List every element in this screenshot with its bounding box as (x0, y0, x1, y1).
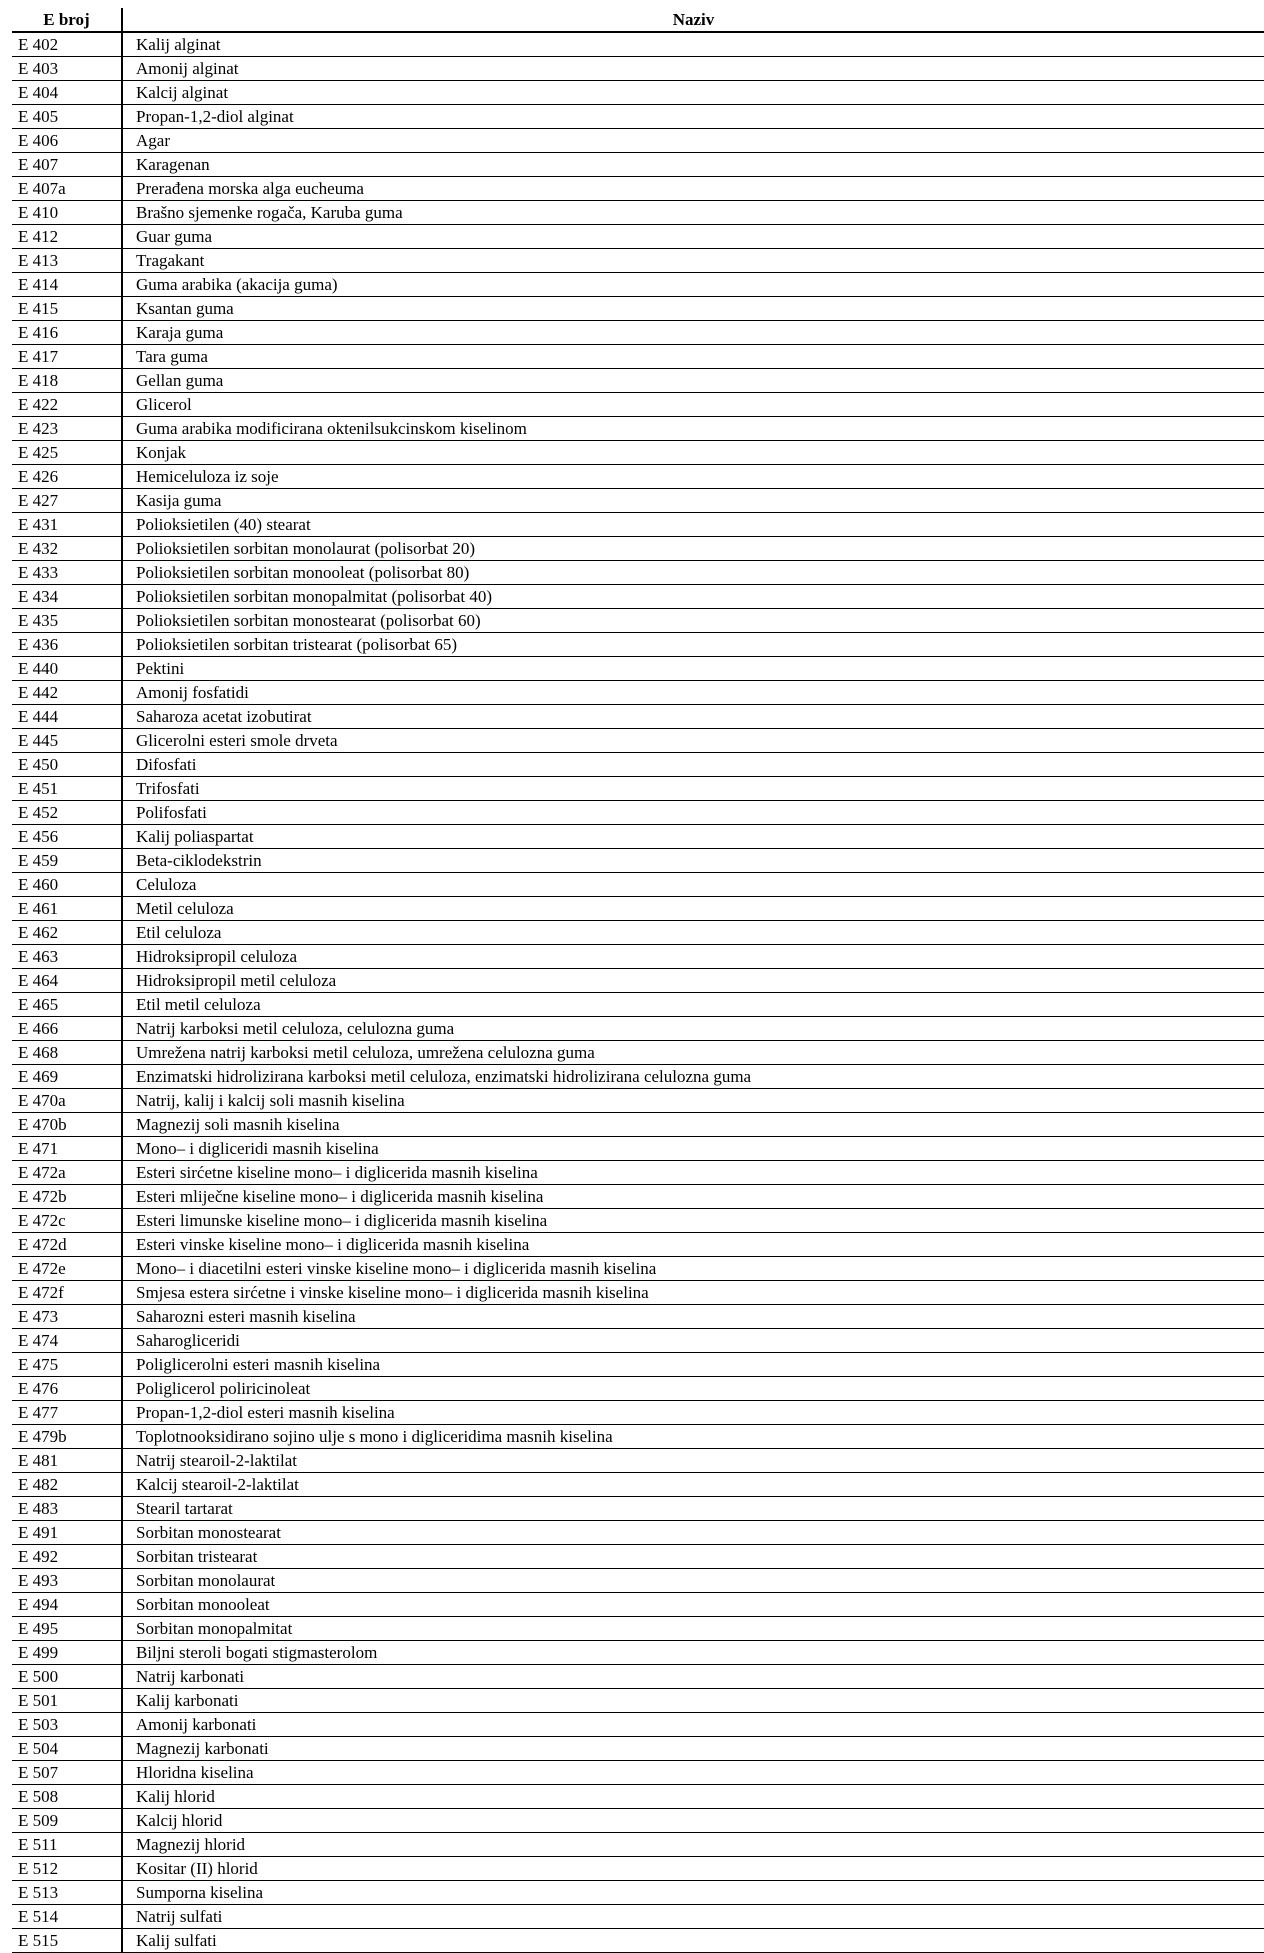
additive-name-cell: Sorbitan tristearat (122, 1545, 1264, 1569)
table-row (12, 897, 1264, 921)
e-number-cell: E 436 (12, 633, 122, 657)
e-number-cell: E 444 (12, 705, 122, 729)
additive-name-cell: Mono– i diacetilni esteri vinske kiseline mono– i diglicerida masnih kiselina (122, 1257, 1264, 1281)
table-row (12, 1665, 1264, 1689)
e-number-cell: E 412 (12, 225, 122, 249)
additive-name-cell: Saharogliceridi (122, 1329, 1264, 1353)
table-row (12, 849, 1264, 873)
e-number-cell: E 479b (12, 1425, 122, 1449)
table-row (12, 993, 1264, 1017)
additive-name-cell: Propan-1,2-diol esteri masnih kiselina (122, 1401, 1264, 1425)
e-number-cell: E 410 (12, 201, 122, 225)
table-row (12, 1521, 1264, 1545)
e-number-cell: E 500 (12, 1665, 122, 1689)
additive-name-cell: Natrij karboksi metil celuloza, celulozna guma (122, 1017, 1264, 1041)
table-row (12, 609, 1264, 633)
additive-name-cell: Guar guma (122, 225, 1264, 249)
additive-name-cell: Amonij fosfatidi (122, 681, 1264, 705)
additive-name-cell: Natrij stearoil-2-laktilat (122, 1449, 1264, 1473)
additive-name-cell: Difosfati (122, 753, 1264, 777)
table-row (12, 441, 1264, 465)
table-row (12, 57, 1264, 81)
e-number-cell: E 442 (12, 681, 122, 705)
additive-name-cell: Guma arabika (akacija guma) (122, 273, 1264, 297)
e-number-cell: E 434 (12, 585, 122, 609)
additive-name-cell: Esteri vinske kiseline mono– i diglicerida masnih kiselina (122, 1233, 1264, 1257)
table-row (12, 1377, 1264, 1401)
e-number-cell: E 474 (12, 1329, 122, 1353)
e-number-cell: E 515 (12, 1929, 122, 1953)
table-row (12, 297, 1264, 321)
additive-name-cell: Polioksietilen sorbitan monolaurat (polisorbat 20) (122, 537, 1264, 561)
additive-name-cell: Sorbitan monopalmitat (122, 1617, 1264, 1641)
e-number-cell: E 440 (12, 657, 122, 681)
additive-name-cell: Kasija guma (122, 489, 1264, 513)
additive-name-cell: Polifosfati (122, 801, 1264, 825)
additive-name-cell: Smjesa estera sirćetne i vinske kiseline mono– i diglicerida masnih kiselina (122, 1281, 1264, 1305)
e-number-cell: E 406 (12, 129, 122, 153)
table-row (12, 657, 1264, 681)
additive-name-cell: Toplotnooksidirano sojino ulje s mono i digliceridima masnih kiselina (122, 1425, 1264, 1449)
e-number-cell: E 495 (12, 1617, 122, 1641)
e-number-table (12, 8, 1264, 1953)
additive-name-cell: Hidroksipropil celuloza (122, 945, 1264, 969)
additive-name-cell: Sumporna kiselina (122, 1881, 1264, 1905)
table-row (12, 873, 1264, 897)
additive-name-cell: Kalij hlorid (122, 1785, 1264, 1809)
e-number-cell: E 473 (12, 1305, 122, 1329)
table-row (12, 945, 1264, 969)
e-number-cell: E 405 (12, 105, 122, 129)
additive-name-cell: Amonij karbonati (122, 1713, 1264, 1737)
additive-name-cell: Umrežena natrij karboksi metil celuloza, umrežena celulozna guma (122, 1041, 1264, 1065)
additive-name-cell: Kalij karbonati (122, 1689, 1264, 1713)
table-row (12, 1641, 1264, 1665)
e-number-cell: E 407a (12, 177, 122, 201)
table-row (12, 1905, 1264, 1929)
e-number-cell: E 511 (12, 1833, 122, 1857)
e-number-cell: E 476 (12, 1377, 122, 1401)
table-row (12, 1257, 1264, 1281)
e-number-cell: E 431 (12, 513, 122, 537)
table-row (12, 129, 1264, 153)
e-number-cell: E 472d (12, 1233, 122, 1257)
additive-name-cell: Amonij alginat (122, 57, 1264, 81)
additive-name-cell: Hidroksipropil metil celuloza (122, 969, 1264, 993)
additive-name-cell: Karaja guma (122, 321, 1264, 345)
table-header-row (12, 8, 1264, 32)
column-header-e-broj: E broj (12, 8, 122, 32)
e-number-cell: E 414 (12, 273, 122, 297)
table-row (12, 1833, 1264, 1857)
additive-name-cell: Natrij sulfati (122, 1905, 1264, 1929)
e-number-cell: E 402 (12, 32, 122, 57)
additive-name-cell: Kalcij alginat (122, 81, 1264, 105)
column-header-naziv: Naziv (122, 8, 1264, 32)
table-row (12, 369, 1264, 393)
table-row (12, 1185, 1264, 1209)
table-row (12, 1017, 1264, 1041)
e-number-cell: E 415 (12, 297, 122, 321)
table-row (12, 1569, 1264, 1593)
additive-name-cell: Magnezij soli masnih kiselina (122, 1113, 1264, 1137)
e-number-cell: E 466 (12, 1017, 122, 1041)
e-number-cell: E 481 (12, 1449, 122, 1473)
table-row (12, 1449, 1264, 1473)
additive-name-cell: Pektini (122, 657, 1264, 681)
e-number-cell: E 456 (12, 825, 122, 849)
table-row (12, 681, 1264, 705)
additive-name-cell: Sorbitan monostearat (122, 1521, 1264, 1545)
table-row (12, 1401, 1264, 1425)
e-number-cell: E 465 (12, 993, 122, 1017)
table-row (12, 729, 1264, 753)
table-body (12, 32, 1264, 1953)
additive-name-cell: Karagenan (122, 153, 1264, 177)
e-number-cell: E 472c (12, 1209, 122, 1233)
additive-name-cell: Saharoza acetat izobutirat (122, 705, 1264, 729)
table-row (12, 81, 1264, 105)
e-number-cell: E 499 (12, 1641, 122, 1665)
additive-name-cell: Esteri sirćetne kiseline mono– i diglicerida masnih kiselina (122, 1161, 1264, 1185)
e-number-cell: E 494 (12, 1593, 122, 1617)
e-number-cell: E 491 (12, 1521, 122, 1545)
e-number-cell: E 418 (12, 369, 122, 393)
table-row (12, 32, 1264, 57)
additive-name-cell: Ksantan guma (122, 297, 1264, 321)
additive-name-cell: Stearil tartarat (122, 1497, 1264, 1521)
additive-name-cell: Hloridna kiselina (122, 1761, 1264, 1785)
additive-name-cell: Kalcij hlorid (122, 1809, 1264, 1833)
additive-name-cell: Beta-ciklodekstrin (122, 849, 1264, 873)
additive-name-cell: Kalij alginat (122, 32, 1264, 57)
e-number-cell: E 482 (12, 1473, 122, 1497)
table-row (12, 1281, 1264, 1305)
e-number-cell: E 464 (12, 969, 122, 993)
additive-name-cell: Poliglicerolni esteri masnih kiselina (122, 1353, 1264, 1377)
table-row (12, 1137, 1264, 1161)
table-row (12, 1593, 1264, 1617)
e-number-cell: E 472e (12, 1257, 122, 1281)
table-row (12, 417, 1264, 441)
e-number-cell: E 509 (12, 1809, 122, 1833)
table-row (12, 1113, 1264, 1137)
table-row (12, 1497, 1264, 1521)
e-number-cell: E 501 (12, 1689, 122, 1713)
additive-name-cell: Celuloza (122, 873, 1264, 897)
e-number-cell: E 492 (12, 1545, 122, 1569)
e-number-cell: E 462 (12, 921, 122, 945)
e-number-cell: E 472b (12, 1185, 122, 1209)
e-number-cell: E 508 (12, 1785, 122, 1809)
table-row (12, 1425, 1264, 1449)
additive-name-cell: Gellan guma (122, 369, 1264, 393)
additive-name-cell: Enzimatski hidrolizirana karboksi metil celuloza, enzimatski hidrolizirana celulozna guma (122, 1065, 1264, 1089)
e-number-cell: E 425 (12, 441, 122, 465)
table-row (12, 1209, 1264, 1233)
additive-name-cell: Kalij poliaspartat (122, 825, 1264, 849)
e-number-cell: E 459 (12, 849, 122, 873)
e-number-cell: E 426 (12, 465, 122, 489)
table-row (12, 201, 1264, 225)
additive-name-cell: Polioksietilen sorbitan monopalmitat (polisorbat 40) (122, 585, 1264, 609)
e-number-cell: E 460 (12, 873, 122, 897)
e-number-cell: E 514 (12, 1905, 122, 1929)
table-row (12, 585, 1264, 609)
additive-name-cell: Esteri limunske kiseline mono– i diglicerida masnih kiselina (122, 1209, 1264, 1233)
table-row (12, 1233, 1264, 1257)
additive-name-cell: Magnezij hlorid (122, 1833, 1264, 1857)
additive-name-cell: Polioksietilen (40) stearat (122, 513, 1264, 537)
e-number-cell: E 483 (12, 1497, 122, 1521)
e-number-cell: E 468 (12, 1041, 122, 1065)
table-row (12, 513, 1264, 537)
additive-name-cell: Kalcij stearoil-2-laktilat (122, 1473, 1264, 1497)
e-number-cell: E 422 (12, 393, 122, 417)
additive-name-cell: Etil metil celuloza (122, 993, 1264, 1017)
table-row (12, 1761, 1264, 1785)
e-number-cell: E 445 (12, 729, 122, 753)
table-row (12, 1041, 1264, 1065)
table-row (12, 225, 1264, 249)
table-row (12, 1785, 1264, 1809)
table-row (12, 393, 1264, 417)
e-number-cell: E 504 (12, 1737, 122, 1761)
table-row (12, 537, 1264, 561)
additive-name-cell: Kositar (II) hlorid (122, 1857, 1264, 1881)
e-number-cell: E 404 (12, 81, 122, 105)
additive-name-cell: Natrij karbonati (122, 1665, 1264, 1689)
e-number-cell: E 416 (12, 321, 122, 345)
table-row (12, 705, 1264, 729)
additive-name-cell: Konjak (122, 441, 1264, 465)
table-row (12, 1713, 1264, 1737)
additive-name-cell: Metil celuloza (122, 897, 1264, 921)
e-number-cell: E 475 (12, 1353, 122, 1377)
table-row (12, 1353, 1264, 1377)
table-row (12, 1473, 1264, 1497)
e-number-cell: E 452 (12, 801, 122, 825)
table-row (12, 489, 1264, 513)
table-row (12, 1809, 1264, 1833)
table-row (12, 1065, 1264, 1089)
additive-name-cell: Polioksietilen sorbitan monooleat (polisorbat 80) (122, 561, 1264, 585)
table-row (12, 465, 1264, 489)
e-number-cell: E 433 (12, 561, 122, 585)
e-number-cell: E 432 (12, 537, 122, 561)
e-number-cell: E 493 (12, 1569, 122, 1593)
e-number-cell: E 470a (12, 1089, 122, 1113)
additive-name-cell: Propan-1,2-diol alginat (122, 105, 1264, 129)
table-row (12, 1305, 1264, 1329)
table-row (12, 777, 1264, 801)
e-number-cell: E 407 (12, 153, 122, 177)
additive-name-cell: Poliglicerol poliricinoleat (122, 1377, 1264, 1401)
e-number-cell: E 403 (12, 57, 122, 81)
table-row (12, 345, 1264, 369)
additive-name-cell: Glicerolni esteri smole drveta (122, 729, 1264, 753)
table-row (12, 633, 1264, 657)
e-number-cell: E 503 (12, 1713, 122, 1737)
table-row (12, 1857, 1264, 1881)
e-number-cell: E 450 (12, 753, 122, 777)
additive-name-cell: Biljni steroli bogati stigmasterolom (122, 1641, 1264, 1665)
additive-name-cell: Agar (122, 129, 1264, 153)
additive-name-cell: Polioksietilen sorbitan tristearat (polisorbat 65) (122, 633, 1264, 657)
table-row (12, 1737, 1264, 1761)
e-number-cell: E 461 (12, 897, 122, 921)
additive-name-cell: Esteri mliječne kiseline mono– i diglicerida masnih kiselina (122, 1185, 1264, 1209)
e-number-cell: E 427 (12, 489, 122, 513)
e-number-cell: E 417 (12, 345, 122, 369)
e-number-cell: E 470b (12, 1113, 122, 1137)
e-number-cell: E 471 (12, 1137, 122, 1161)
table-row (12, 177, 1264, 201)
table-row (12, 153, 1264, 177)
table-row (12, 1929, 1264, 1953)
additive-name-cell: Sorbitan monolaurat (122, 1569, 1264, 1593)
additive-name-cell: Guma arabika modificirana oktenilsukcinskom kiselinom (122, 417, 1264, 441)
additive-name-cell: Mono– i digliceridi masnih kiselina (122, 1137, 1264, 1161)
table-row (12, 1089, 1264, 1113)
e-number-cell: E 435 (12, 609, 122, 633)
table-row (12, 1881, 1264, 1905)
additive-name-cell: Polioksietilen sorbitan monostearat (polisorbat 60) (122, 609, 1264, 633)
e-number-cell: E 463 (12, 945, 122, 969)
additive-name-cell: Magnezij karbonati (122, 1737, 1264, 1761)
e-number-cell: E 513 (12, 1881, 122, 1905)
table-row (12, 1617, 1264, 1641)
table-row (12, 249, 1264, 273)
additive-name-cell: Tragakant (122, 249, 1264, 273)
table-row (12, 921, 1264, 945)
table-row (12, 321, 1264, 345)
table-row (12, 801, 1264, 825)
table-row (12, 561, 1264, 585)
table-row (12, 753, 1264, 777)
additive-name-cell: Tara guma (122, 345, 1264, 369)
additive-name-cell: Sorbitan monooleat (122, 1593, 1264, 1617)
table-row (12, 1161, 1264, 1185)
e-number-cell: E 469 (12, 1065, 122, 1089)
e-number-cell: E 477 (12, 1401, 122, 1425)
additive-name-cell: Etil celuloza (122, 921, 1264, 945)
e-number-cell: E 512 (12, 1857, 122, 1881)
e-number-cell: E 472f (12, 1281, 122, 1305)
additive-name-cell: Natrij, kalij i kalcij soli masnih kiselina (122, 1089, 1264, 1113)
e-number-cell: E 472a (12, 1161, 122, 1185)
additive-name-cell: Brašno sjemenke rogača, Karuba guma (122, 201, 1264, 225)
e-number-cell: E 413 (12, 249, 122, 273)
additive-name-cell: Prerađena morska alga eucheuma (122, 177, 1264, 201)
additive-name-cell: Saharozni esteri masnih kiselina (122, 1305, 1264, 1329)
e-number-cell: E 423 (12, 417, 122, 441)
table-row (12, 1689, 1264, 1713)
e-number-cell: E 451 (12, 777, 122, 801)
table-row (12, 825, 1264, 849)
table-row (12, 1329, 1264, 1353)
table-row (12, 273, 1264, 297)
additive-name-cell: Kalij sulfati (122, 1929, 1264, 1953)
e-number-cell: E 507 (12, 1761, 122, 1785)
table-row (12, 105, 1264, 129)
additive-name-cell: Hemiceluloza iz soje (122, 465, 1264, 489)
table-row (12, 969, 1264, 993)
additive-name-cell: Trifosfati (122, 777, 1264, 801)
additive-name-cell: Glicerol (122, 393, 1264, 417)
table-row (12, 1545, 1264, 1569)
